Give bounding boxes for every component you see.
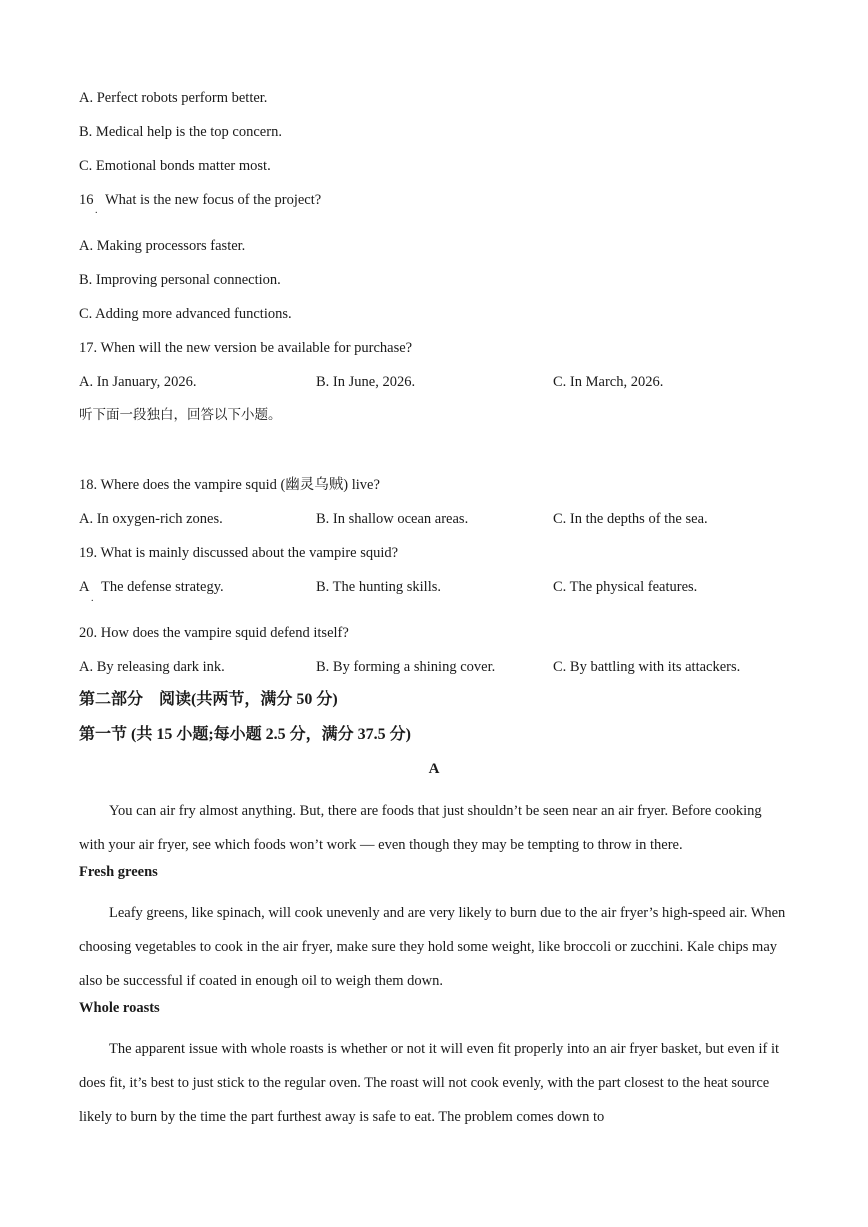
q18-option-b: B. In shallow ocean areas. (316, 511, 469, 527)
q19-dot: . (91, 593, 94, 604)
q17-option-a: A. In January, 2026. (79, 374, 197, 390)
q18-question: 18. Where does the vampire squid (幽灵乌贼) live? (79, 477, 380, 493)
paragraph-fresh-greens: Leafy greens, like spinach, will cook unevenly and are very likely to burn due to the air fryer’s high-speed air. When choosing vegetables to cook in the air fryer, make sure they hold some weight, like broccoli or zucchini. Kale chips may also be successful if coated in enough oil to weigh them down. (79, 905, 786, 989)
paragraph-whole-roasts: The apparent issue with whole roasts is whether or not it will even fit properly into an air fryer basket, but even if it does fit, it’s best to just stick to the regular oven. The roast will not cook evenly, with the part closest to the heat source likely to burn by the time the part furthest away is safe to eat. The problem comes down to (79, 1041, 780, 1125)
part2-heading: 第二部分 阅读(共两节，满分 50 分) (79, 691, 338, 708)
q16-number: 16 (79, 192, 94, 208)
q16-question: What is the new focus of the project? (105, 192, 322, 208)
q15-option-c: C. Emotional bonds matter most. (79, 158, 271, 174)
q16-option-a: A. Making processors faster. (79, 238, 246, 254)
passage-intro: You can air fry almost anything. But, there are foods that just shouldn’t be seen near an air fryer. Before cooking with your air fryer, see which foods won’t work — even though they may be tempting to throw in there. (79, 803, 762, 853)
monologue-instruction: 听下面一段独白，回答以下小题。 (79, 407, 282, 423)
q16-dot: . (95, 205, 98, 216)
q20-option-c: C. By battling with its attackers. (553, 659, 741, 675)
q19-option-b: B. The hunting skills. (316, 579, 442, 595)
q16-option-c: C. Adding more advanced functions. (79, 306, 292, 322)
q19-option-a: The defense strategy. (101, 579, 224, 595)
passage-label: A (428, 761, 440, 777)
q16-option-b: B. Improving personal connection. (79, 272, 281, 288)
section-heading-fresh-greens: Fresh greens (79, 864, 158, 880)
q19-option-c: C. The physical features. (553, 579, 698, 595)
q19-option-a-letter: A (79, 579, 90, 595)
q15-option-b: B. Medical help is the top concern. (79, 124, 282, 140)
q17-option-b: B. In June, 2026. (316, 374, 416, 390)
q17-option-c: C. In March, 2026. (553, 374, 664, 390)
q20-option-a: A. By releasing dark ink. (79, 659, 225, 675)
q18-option-c: C. In the depths of the sea. (553, 511, 708, 527)
q20-option-b: B. By forming a shining cover. (316, 659, 496, 675)
q18-option-a: A. In oxygen-rich zones. (79, 511, 223, 527)
section1-heading: 第一节 (共 15 小题;每小题 2.5 分，满分 37.5 分) (79, 726, 411, 743)
q17-question: 17. When will the new version be available for purchase? (79, 340, 413, 356)
q20-question: 20. How does the vampire squid defend itself? (79, 625, 349, 641)
q15-option-a: A. Perfect robots perform better. (79, 90, 268, 106)
section-heading-whole-roasts: Whole roasts (79, 1000, 160, 1016)
q19-question: 19. What is mainly discussed about the vampire squid? (79, 545, 399, 561)
